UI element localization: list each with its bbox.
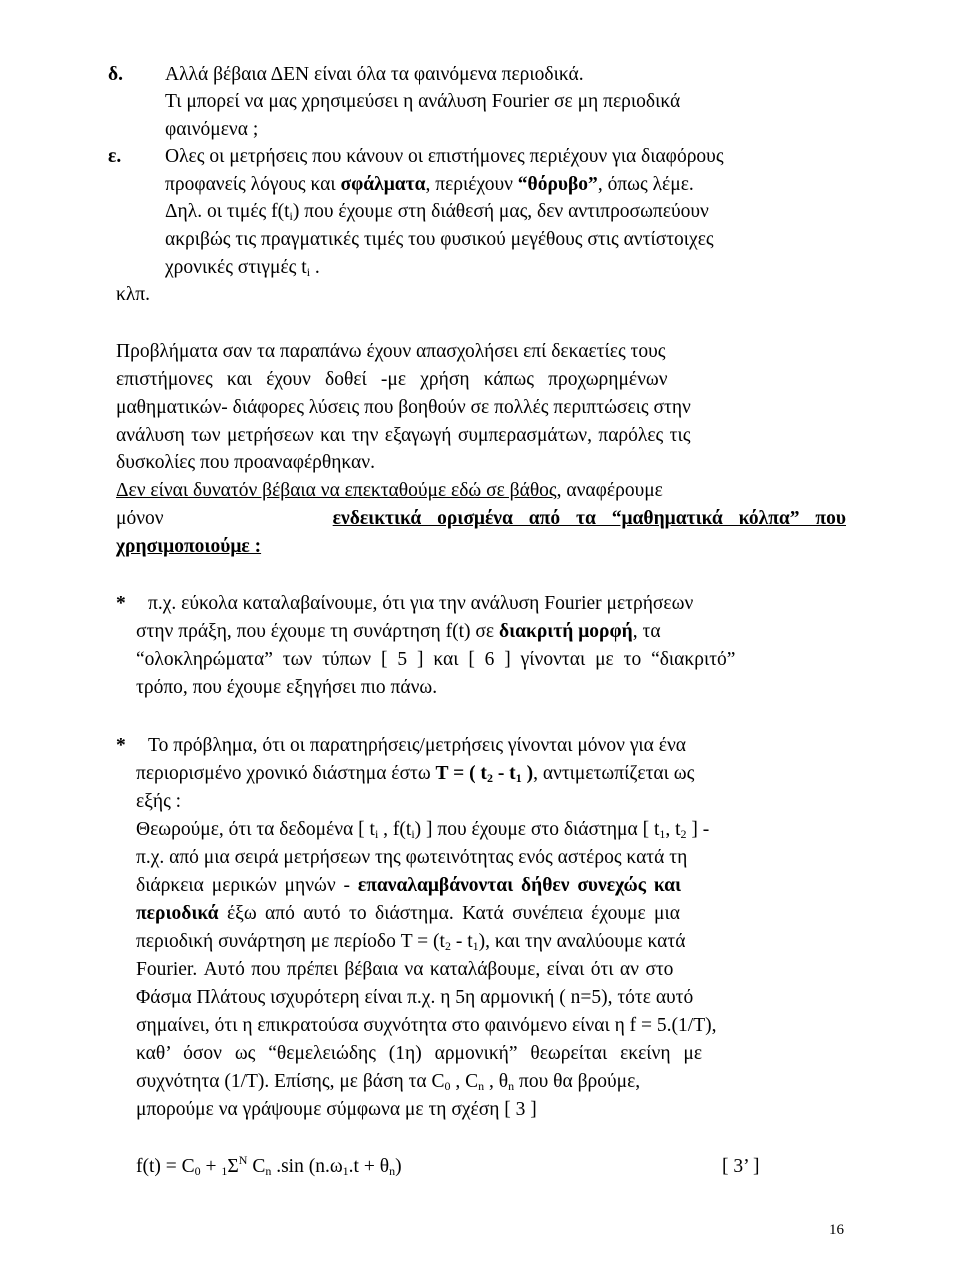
item-d-line-1: Αλλά βέβαια ΔΕΝ είναι όλα τα φαινόμενα περιοδικά. [165,64,584,85]
para1-line-7: μόνον ενδεικτικά ορισμένα από τα “μαθηματικά κόλπα” που [116,508,846,529]
para1-line-6: Δεν είναι δυνατόν βέβαια να επεκταθούμε εδώ σε βάθος, αναφέρουμε [116,480,663,501]
bullet-2-line-9: Fourier. Αυτό που πρέπει βέβαια να καταλάβουμε, είναι ότι αν στο [136,959,674,980]
para1-line-2: επιστήμονες και έχουν δοθεί -με χρήση κάπως προχωρημένων [116,369,668,390]
bullet-2-line-3: εξής : [136,791,182,812]
page-number: 16 [829,1222,844,1238]
formula-reference: [ 3’ ] [722,1156,760,1177]
para1-line-4: ανάλυση των μετρήσεων και την εξαγωγή συμπερασμάτων, παρόλες τις [116,425,691,446]
item-e-marker: ε. [108,146,122,167]
formula: $f(t) = C_0 + _1\Sigma^N$ $C_n$ .sin $(n.\omega_1.t + \theta_n)$ [136,1153,402,1178]
para1-line-5: δυσκολίες που προαναφέρθηκαν. [116,452,375,473]
para1-line-8: χρησιμοποιούμε : [116,536,262,557]
bullet-1-line-2: στην πράξη, που έχουμε τη συνάρτηση f(t) σε διακριτή μορφή, τα [136,621,661,642]
item-e-line-3: Δηλ. οι τιμές $f(t_i)$ που έχουμε στη διάθεσή μας, δεν αντιπροσωπεύουν [165,201,709,223]
bullet-2-line-7: περιοδικά έξω από αυτό το διάστημα. Κατά συνέπεια έχουμε μια [136,903,680,924]
bullet-2-line-13: συχνότητα (1/T). Επίσης, με βάση τα $C_0$ , $C_n$ , $\theta_n$ που θα βρούμε, [136,1071,641,1093]
item-d-line-2: Τι μπορεί να μας χρησιμεύσει η ανάλυση Fourier σε μη περιοδικά [165,91,681,112]
item-d-line-3: φαινόμενα ; [165,119,259,140]
bullet-1-line-3: “ολοκληρώματα” των τύπων [ 5 ] και [ 6 ] γίνονται με το “διακριτό” [136,649,736,670]
bullet-2-line-10: Φάσμα Πλάτους ισχυρότερη είναι π.χ. η 5η αρμονική ( n=5), τότε αυτό [136,987,694,1008]
item-d-marker: δ. [108,64,123,85]
bullet-1-line-1: π.χ. εύκολα καταλαβαίνουμε, ότι για την ανάλυση Fourier μετρήσεων [148,593,694,614]
bullet-2-line-14: μπορούμε να γράψουμε σύμφωνα με τη σχέση [ 3 ] [136,1099,537,1120]
bullet-2-line-2: περιορισμένο χρονικό διάστημα έστω T = ( $t_2 - t_1$ ), αντιμετωπίζεται ως [136,763,695,785]
item-e-line-2: προφανείς λόγους και σφάλματα, περιέχουν “θόρυβο”, όπως λέμε. [165,174,694,195]
bullet-2-line-12: καθ’ όσον ως “θεμελειώδης (1η) αρμονική” θεωρείται εκείνη με [136,1043,703,1064]
bullet-2-line-6: διάρκεια μερικών μηνών - επαναλαμβάνονται δήθεν συνεχώς και [136,875,682,896]
bullet-2-star: * [116,735,126,756]
para1-line-3: μαθηματικών- διάφορες λύσεις που βοηθούν σε πολλές περιπτώσεις στην [116,397,691,418]
bullet-2-line-1: Το πρόβλημα, ότι οι παρατηρήσεις/μετρήσεις γίνονται μόνον για ένα [148,735,686,756]
bullet-2-line-4: Θεωρούμε, ότι τα δεδομένα [ $t_i$ , $f(t_i)$ ] που έχουμε στο διάστημα [ $t_1$, $t_2$ ] - [136,819,710,841]
bullet-2-line-5: π.χ. από μια σειρά μετρήσεων της φωτεινότητας ενός αστέρος κατά τη [136,847,688,868]
bullet-1-star: * [116,593,126,614]
item-e-line-1: Ολες οι μετρήσεις που κάνουν οι επιστήμονες περιέχουν για διαφόρους [165,146,724,167]
item-e-line-4: ακριβώς τις πραγματικές τιμές του φυσικού μεγέθους στις αντίστοιχες [165,229,714,250]
item-e-line-5: χρονικές στιγμές $t_i$ . [165,257,320,279]
bullet-2-line-11: σημαίνει, ότι η επικρατούσα συχνότητα στο φαινόμενο είναι η f = 5.(1/T), [136,1015,717,1036]
bullet-2-line-8: περιοδική συνάρτηση με περίοδο $T = (t_2 - t_1)$, και την αναλύουμε κατά [136,931,686,953]
bullet-1-line-4: τρόπο, που έχουμε εξηγήσει πιο πάνω. [136,677,438,698]
para1-line-1: Προβλήματα σαν τα παραπάνω έχουν απασχολήσει επί δεκαετίες τους [116,341,666,362]
etc-text: κλπ. [116,284,151,305]
